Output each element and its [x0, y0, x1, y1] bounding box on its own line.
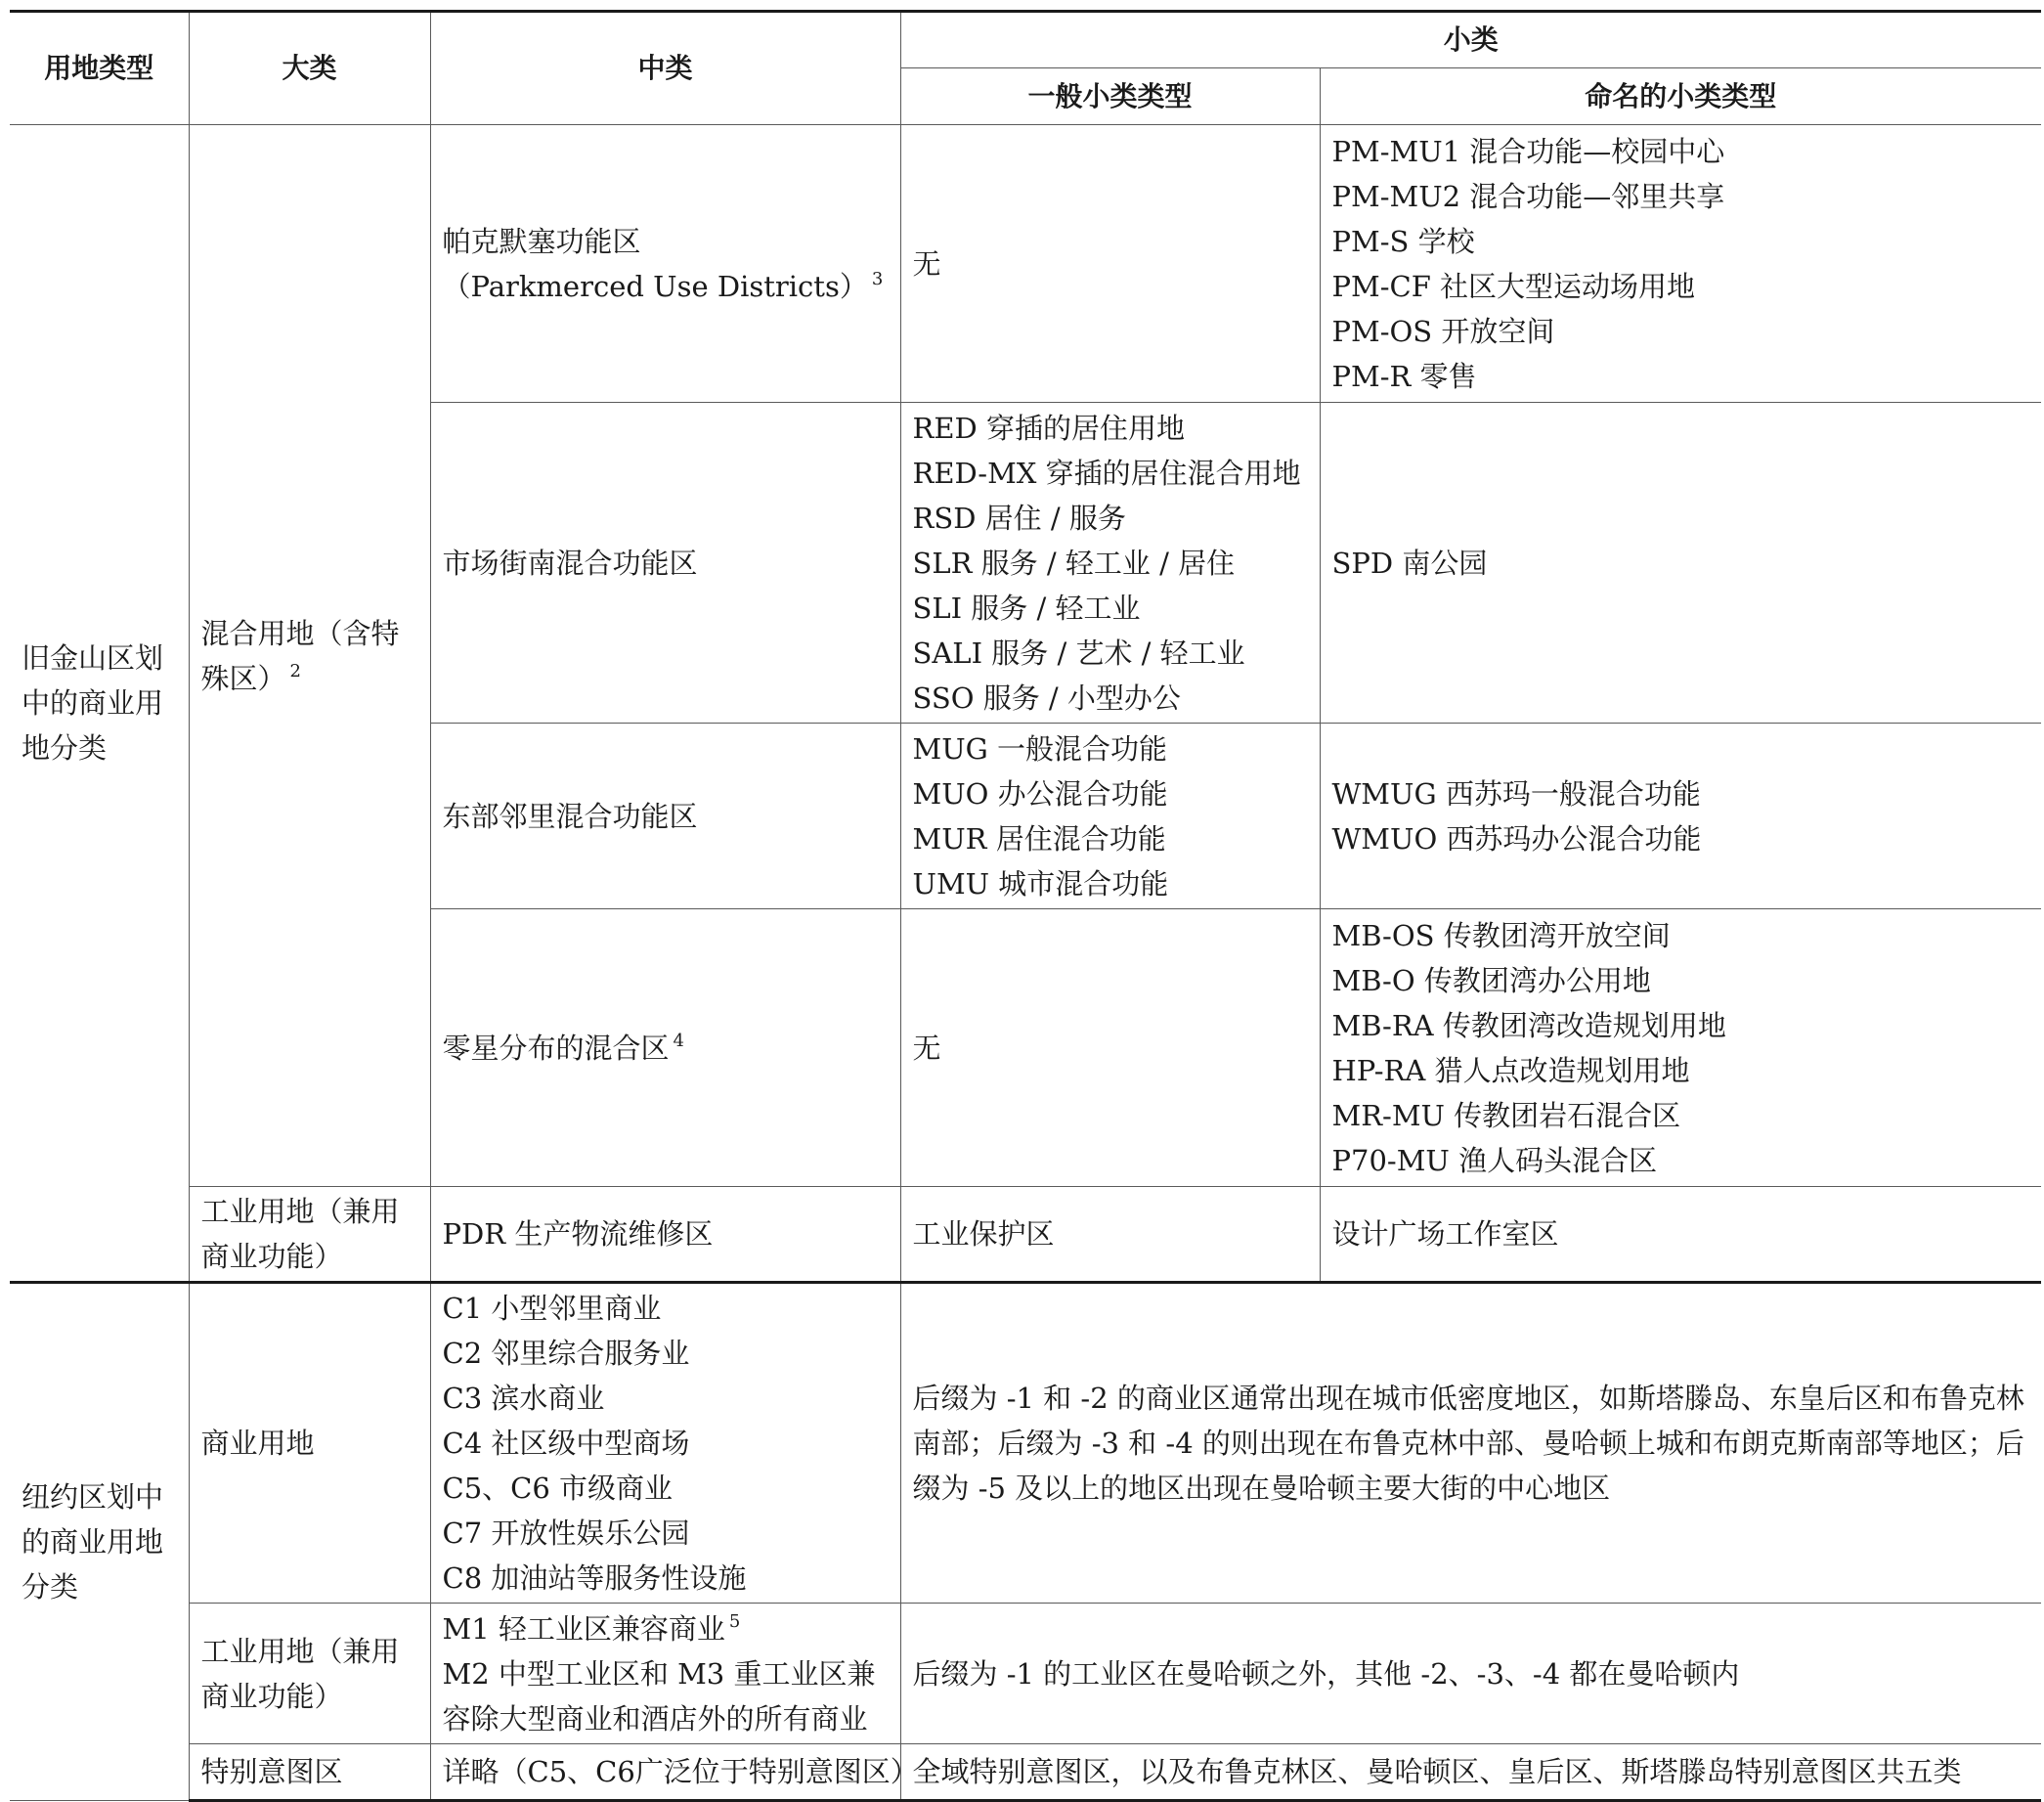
minor-named-cell — [1320, 909, 2041, 1187]
medium-rest-text: M2 中型工业区和 M3 重工业区兼容除大型商业和酒店外的所有商业 — [442, 1656, 876, 1736]
minor-general-line: RED 穿插的居住用地 — [912, 411, 1185, 445]
minor-general-line: RED-MX 穿插的居住混合用地 — [912, 456, 1301, 490]
medium-line: C3 滨水商业 — [442, 1382, 605, 1415]
minor-merged-cell — [900, 1604, 2041, 1744]
medium-cell — [430, 1604, 900, 1744]
minor-general-line: SALI 服务 / 艺术 / 轻工业 — [912, 636, 1245, 670]
medium-line: 帕克默塞功能区 — [442, 224, 641, 258]
medium-cell — [430, 724, 900, 909]
medium-line: C2 邻里综合服务业 — [442, 1337, 690, 1370]
minor-general-line: 工业保护区 — [912, 1217, 1055, 1251]
medium-line: 东部邻里混合功能区 — [442, 799, 698, 833]
minor-named-line: PM-MU2 混合功能—邻里共享 — [1331, 179, 1725, 213]
medium-cell — [430, 1283, 900, 1604]
minor-general-cell — [900, 403, 1320, 724]
minor-general-line: MUR 居住混合功能 — [912, 821, 1166, 856]
minor-general-line: SLR 服务 / 轻工业 / 居住 — [912, 546, 1236, 580]
medium-line — [443, 1606, 889, 1651]
medium-line: C8 加油站等服务性设施 — [442, 1561, 747, 1595]
medium-line-text: M1 轻工业区兼容商业 — [442, 1611, 725, 1646]
header-minor: 小类 — [900, 12, 2041, 68]
minor-named-cell — [1320, 125, 2041, 403]
major-industrial-sf-label: 工业用地（兼用商业功能） — [200, 1195, 400, 1273]
minor-general-line: 无 — [912, 246, 941, 281]
minor-named-line: 设计广场工作室区 — [1331, 1217, 1559, 1251]
table-row — [10, 1744, 2041, 1801]
major-special-ny-label: 特别意图区 — [200, 1755, 343, 1788]
minor-general-cell — [900, 909, 1320, 1187]
minor-general-line: MUG 一般混合功能 — [912, 731, 1168, 766]
land-type-sf-label: 旧金山区划中的商业用地分类 — [22, 641, 164, 765]
land-use-classification-table — [10, 10, 2041, 1802]
table-row — [10, 1187, 2041, 1283]
minor-merged-text: 全域特别意图区，以及布鲁克林区、曼哈顿区、皇后区、斯塔滕岛特别意图区共五类 — [912, 1755, 1962, 1788]
minor-named-cell — [1320, 403, 2041, 724]
footnote-marker: 5 — [728, 1610, 741, 1632]
medium-cell — [430, 403, 900, 724]
minor-named-line: PM-R 零售 — [1331, 359, 1477, 393]
footnote-marker: 3 — [871, 268, 884, 289]
header-minor-general: 一般小类类型 — [900, 68, 1320, 125]
table-row — [10, 1604, 2041, 1744]
major-industrial-sf — [189, 1187, 430, 1283]
minor-general-line: MUO 办公混合功能 — [912, 776, 1168, 811]
medium-line: C7 开放性娱乐公园 — [442, 1516, 690, 1550]
minor-named-line: WMUO 西苏玛办公混合功能 — [1331, 821, 1702, 856]
minor-general-line: 无 — [912, 1031, 941, 1065]
table-row — [10, 125, 2041, 403]
medium-line: C5、C6 市级商业 — [442, 1472, 673, 1505]
major-commercial-ny — [189, 1283, 430, 1604]
minor-named-line: WMUG 西苏玛一般混合功能 — [1331, 776, 1701, 811]
minor-merged-cell — [900, 1744, 2041, 1801]
minor-named-line: SPD 南公园 — [1331, 546, 1488, 580]
minor-general-line: SSO 服务 / 小型办公 — [912, 681, 1181, 715]
medium-cell — [430, 1744, 919, 1801]
land-type-ny — [10, 1283, 189, 1801]
major-industrial-ny — [189, 1604, 430, 1744]
minor-named-line: PM-MU1 混合功能—校园中心 — [1331, 134, 1725, 168]
minor-general-cell — [900, 125, 1320, 403]
land-type-ny-label: 纽约区划中的商业用地分类 — [22, 1480, 164, 1604]
medium-cell — [430, 909, 900, 1187]
major-commercial-ny-label: 商业用地 — [200, 1427, 315, 1460]
table-row — [10, 1283, 2041, 1604]
header-medium: 中类 — [430, 12, 900, 125]
medium-line: 零星分布的混合区 — [442, 1031, 670, 1065]
minor-merged-text: 后缀为 -1 的工业区在曼哈顿之外，其他 -2、-3、-4 都在曼哈顿内 — [912, 1656, 1740, 1691]
footnote-marker: 2 — [289, 660, 301, 681]
major-mixed — [189, 125, 430, 1187]
minor-named-line: HP-RA 猎人点改造规划用地 — [1331, 1053, 1690, 1087]
minor-named-line: MB-RA 传教团湾改造规划用地 — [1331, 1008, 1726, 1042]
major-industrial-ny-label: 工业用地（兼用商业功能） — [200, 1634, 400, 1713]
medium-line: C4 社区级中型商场 — [442, 1427, 690, 1460]
medium-line: PDR 生产物流维修区 — [442, 1217, 714, 1251]
minor-general-line: SLI 服务 / 轻工业 — [912, 591, 1141, 625]
minor-named-cell — [1320, 1187, 2041, 1283]
medium-line — [443, 264, 889, 309]
minor-general-line: RSD 居住 / 服务 — [912, 501, 1126, 535]
major-special-ny — [189, 1744, 430, 1801]
medium-line: C1 小型邻里商业 — [442, 1292, 662, 1325]
minor-named-line: PM-OS 开放空间 — [1331, 314, 1555, 348]
minor-named-line: MB-O 传教团湾办公用地 — [1331, 963, 1651, 997]
medium-line: 详略（C5、C6广泛位于特别意图区） — [442, 1755, 919, 1788]
minor-named-line: PM-S 学校 — [1331, 224, 1475, 258]
minor-general-line: UMU 城市混合功能 — [912, 866, 1169, 901]
minor-merged-cell — [900, 1283, 2041, 1604]
land-type-sf — [10, 125, 189, 1283]
medium-line-text: （Parkmerced Use Districts） — [442, 269, 868, 303]
minor-named-line: PM-CF 社区大型运动场用地 — [1331, 269, 1696, 303]
minor-named-line: P70-MU 渔人码头混合区 — [1331, 1143, 1658, 1177]
major-mixed-label: 混合用地（含特殊区） — [200, 616, 400, 695]
minor-merged-text: 后缀为 -1 和 -2 的商业区通常出现在城市低密度地区，如斯塔滕岛、东皇后区和布鲁克林南部；后缀为 -3 和 -4 的则出现在布鲁克林中部、曼哈顿上城和布朗克斯南部等地区；后缀为 -5 及以上的地区出现在曼哈顿主要大街的中心地区 — [912, 1382, 2024, 1505]
medium-line: 市场街南混合功能区 — [442, 546, 698, 580]
minor-named-line: MB-OS 传教团湾开放空间 — [1331, 918, 1671, 952]
minor-named-line: MR-MU 传教团岩石混合区 — [1331, 1098, 1681, 1132]
header-major: 大类 — [189, 12, 430, 125]
minor-general-cell — [900, 724, 1320, 909]
medium-cell — [430, 125, 900, 403]
medium-cell — [430, 1187, 900, 1283]
header-land-type: 用地类型 — [10, 12, 189, 125]
minor-named-cell — [1320, 724, 2041, 909]
footnote-marker: 4 — [673, 1030, 684, 1051]
minor-general-cell — [900, 1187, 1320, 1283]
header-minor-named: 命名的小类类型 — [1320, 68, 2041, 125]
